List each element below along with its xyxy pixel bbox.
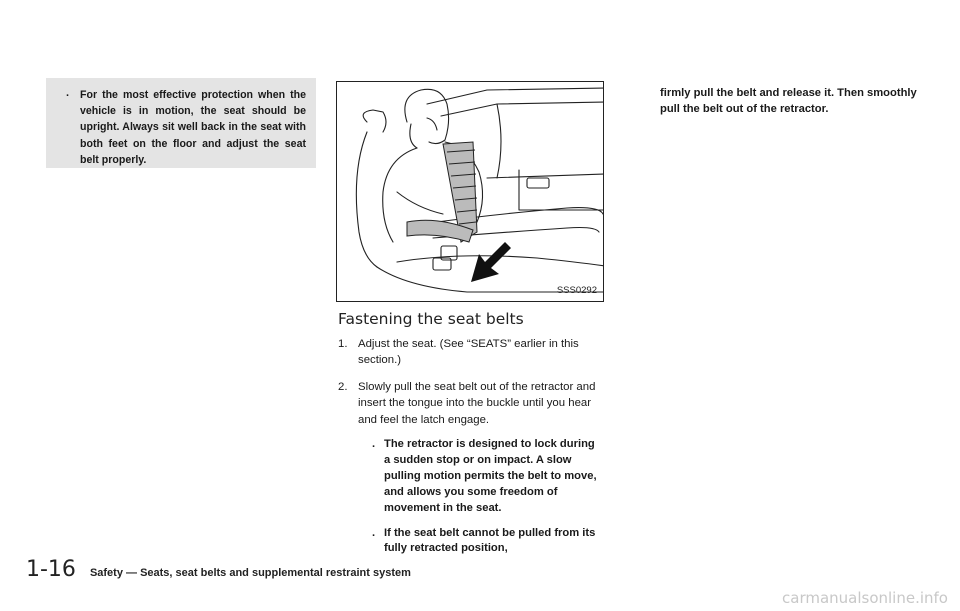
steps-list [338,336,604,567]
step-number: 1. [338,338,348,350]
footer-title: Safety — Seats, seat belts and supplemental restraint system [89,567,411,579]
warning-box [46,78,316,168]
bullet-item [358,437,604,517]
watermark: carmanualsonline.info [782,589,948,607]
bullet-dot: . [372,526,376,539]
step-text: Slowly pull the seat belt out of the retractor and insert the tongue into the buckle until you hear and feel the latch engage. [358,380,596,426]
step-number: 2. [338,380,348,393]
step-text: Adjust the seat. (See “SEATS” earlier in this section.) [358,338,579,367]
bullet-item [358,526,604,558]
bullet-text: If the seat belt cannot be pulled from its fully retracted position, [384,526,596,555]
seat-belt-drawing [337,82,604,302]
bullet-dot: . [372,438,376,451]
page-number: 1-16 [26,557,76,582]
warning-bullet: . [66,87,70,99]
warning-text: For the most effective protection when the vehicle is in motion, the seat should be upright. Always sit well back in the seat with both feet on the floor and adjust the seat belt properly. [80,89,306,166]
continuation-text: firmly pull the belt and release it. Then smoothly pull the belt out of the retractor. [660,87,917,115]
bullet-text: The retractor is designed to lock during a sudden stop or on impact. A slow pulling motion permits the belt to move, and allows you some freedom of movement in the seat. [384,438,597,514]
seat-belt-illustration [336,81,604,302]
page-footer [26,557,411,582]
section-heading: Fastening the seat belts [338,310,524,328]
step-1 [338,336,604,369]
step-2 [338,379,604,558]
figure-code: SSS0292 [556,285,597,296]
